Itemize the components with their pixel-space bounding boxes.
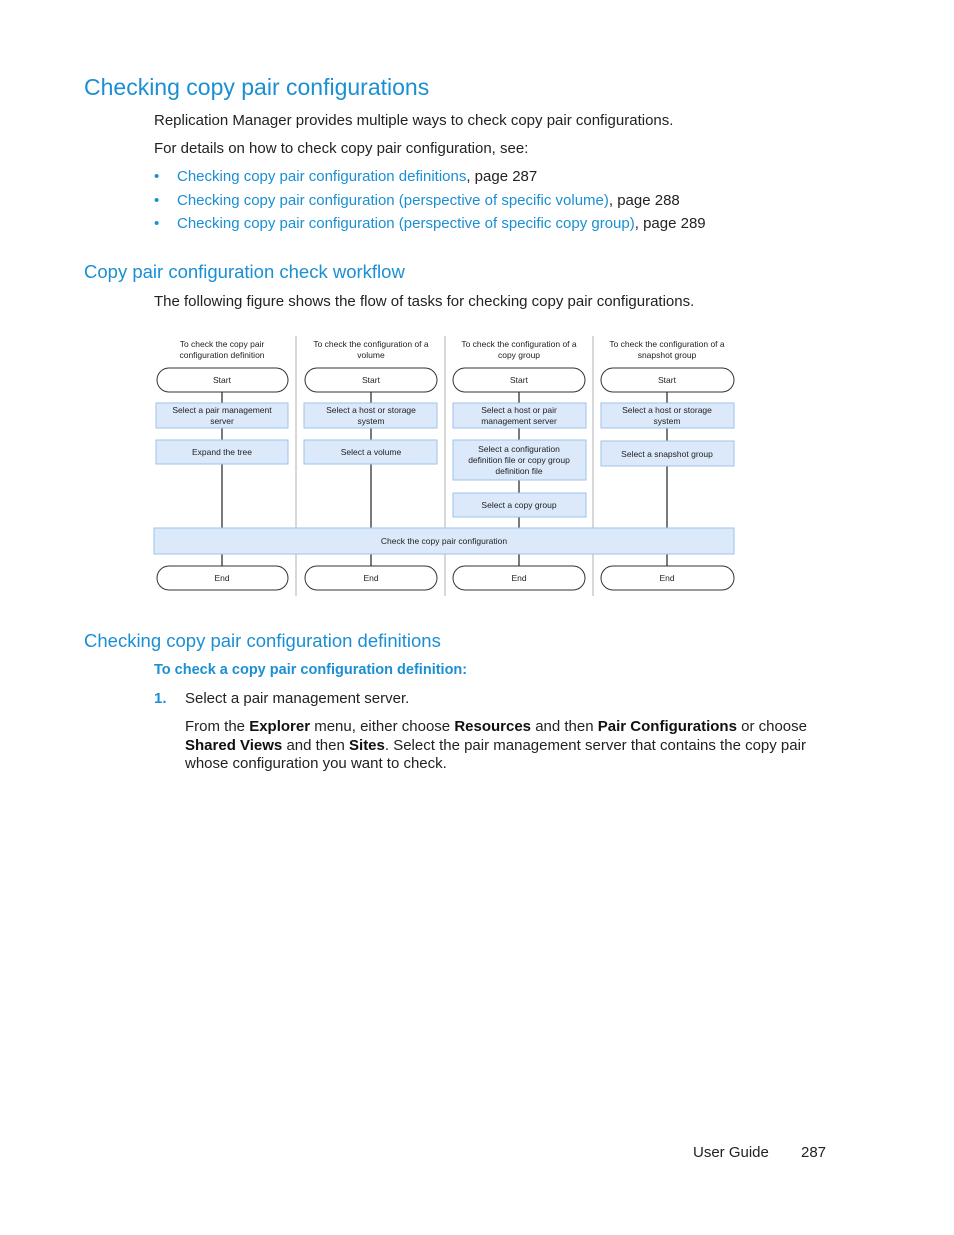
intro-paragraph: Replication Manager provides multiple ways to check copy pair configurations. <box>154 112 674 129</box>
bullet-icon: • <box>154 192 160 209</box>
procedure-title: To check a copy pair configuration definition: <box>154 662 468 678</box>
column-title: To check the configuration of a <box>609 339 725 349</box>
menu-name: Sites <box>349 736 385 754</box>
bullet-item <box>154 168 537 185</box>
step-label: Select a pair management <box>172 405 272 415</box>
start-label: Start <box>658 375 676 385</box>
page-reference: , page 289 <box>634 215 706 232</box>
bullet-icon: • <box>154 215 160 232</box>
end-label: End <box>363 573 379 583</box>
column-title: copy group <box>497 350 541 360</box>
bullet-item <box>154 215 706 232</box>
workflow-diagram <box>150 332 740 600</box>
bullet-item <box>154 192 680 209</box>
end-label: End <box>511 573 527 583</box>
step-label: system <box>357 416 385 426</box>
step-detail-paragraph: From the Explorer menu, either choose Resources and then Pair Configurations or choose Shared Views and then Sites. Select the pair management server that contains the copy pair whose configuration you want to check. <box>185 718 807 772</box>
start-label: Start <box>362 375 380 385</box>
column-title: To check the configuration of a <box>313 339 429 349</box>
step-label: Select a configuration <box>478 444 560 454</box>
end-label: End <box>214 573 230 583</box>
column-title: snapshot group <box>637 350 697 360</box>
step-label: Select a host or pair <box>481 405 557 415</box>
step-label: Expand the tree <box>191 447 253 457</box>
step-label: Select a host or storage <box>326 405 416 415</box>
menu-name: Pair Configurations <box>597 718 737 735</box>
column-title: configuration definition <box>179 350 265 360</box>
start-label: Start <box>213 375 231 385</box>
start-label: Start <box>510 375 528 385</box>
column-title: To check the configuration of a <box>461 339 577 349</box>
cross-reference-link[interactable]: Checking copy pair configuration definitions <box>177 168 467 185</box>
footer-label: User Guide <box>693 1144 769 1161</box>
step-label: Select a copy group <box>481 500 557 510</box>
section-heading-workflow: Copy pair configuration check workflow <box>84 261 405 282</box>
procedure-step <box>154 690 409 707</box>
menu-name: Resources <box>454 718 532 735</box>
step-label: Select a host or storage <box>622 405 712 415</box>
step-label: system <box>653 416 681 426</box>
step-label: server <box>210 416 234 426</box>
page-title: Checking copy pair configurations <box>84 74 430 100</box>
menu-name: Explorer <box>249 718 311 735</box>
cross-reference-link[interactable]: Checking copy pair configuration (perspective of specific copy group) <box>177 215 635 232</box>
step-label: Select a snapshot group <box>621 449 713 459</box>
step-label: definition file <box>495 466 543 476</box>
step-label: management server <box>481 416 557 426</box>
shared-step-label: Check the copy pair configuration <box>380 536 508 546</box>
section-heading-definitions: Checking copy pair configuration definitions <box>84 630 441 651</box>
step-label: definition file or copy group <box>468 455 570 465</box>
step-number: 1. <box>154 690 167 707</box>
workflow-paragraph: The following figure shows the flow of tasks for checking copy pair configurations. <box>154 293 695 310</box>
column-title: To check the copy pair <box>179 339 265 349</box>
details-paragraph: For details on how to check copy pair configuration, see: <box>154 140 529 157</box>
cross-reference-link[interactable]: Checking copy pair configuration (perspective of specific volume) <box>177 192 609 209</box>
page-number: 287 <box>801 1144 827 1161</box>
column-title: volume <box>357 350 385 360</box>
menu-name: Shared Views <box>185 736 283 754</box>
bullet-icon: • <box>154 168 160 185</box>
page-reference: , page 288 <box>608 192 680 209</box>
end-label: End <box>659 573 675 583</box>
step-label: Select a volume <box>340 447 402 457</box>
page-reference: , page 287 <box>466 168 538 185</box>
step-text: Select a pair management server. <box>185 690 410 707</box>
